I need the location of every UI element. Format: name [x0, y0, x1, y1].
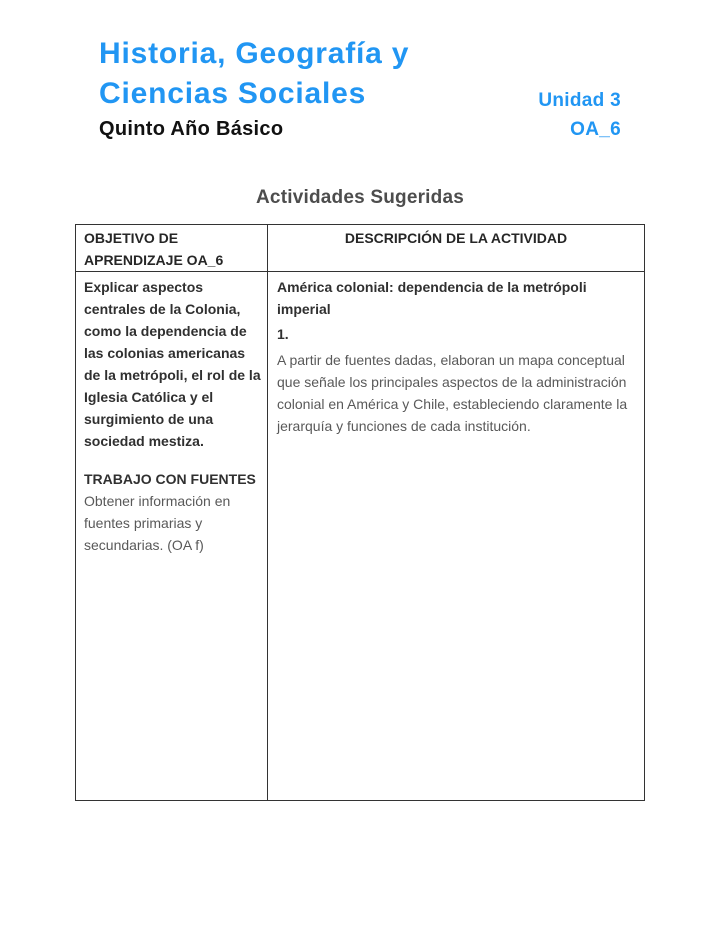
activity-number: 1. [277, 326, 289, 342]
unit-label: Unidad 3 [538, 90, 621, 111]
description-cell [268, 272, 645, 801]
header-row-title [99, 34, 621, 114]
objective-text: Explicar aspectos centrales de la Colonia, como la dependencia de las colonias americanas de la metrópoli, el rol de la Iglesia Católica y el surgimiento de una sociedad mestiza. [84, 279, 261, 449]
description-column-header: DESCRIPCIÓN DE LA ACTIVIDAD [268, 225, 645, 272]
sources-text: Obtener información en fuentes primarias y secundarias. (OA f) [84, 493, 231, 553]
sources-block [84, 468, 260, 556]
activity-title: América colonial: dependencia de la metrópoli imperial [277, 279, 587, 317]
table-header-row [76, 225, 645, 272]
oa-code: OA_6 [570, 119, 621, 140]
section-title: Actividades Sugeridas [256, 187, 464, 208]
header-row-grade [99, 116, 621, 143]
objective-column-header: OBJETIVO DE APRENDIZAJE OA_6 [76, 225, 268, 272]
grade-level: Quinto Año Básico [99, 118, 284, 140]
activity-description: A partir de fuentes dadas, elaboran un mapa conceptual que señale los principales aspectos de la administración colonial en América y Chile, estableciendo claramente la jerarquía y funciones de cada institución. [277, 352, 628, 434]
course-title: Historia, Geografía y Ciencias Sociales [99, 37, 410, 110]
table-body-row [76, 272, 645, 801]
document-header [0, 0, 720, 143]
objective-cell [76, 272, 268, 801]
activities-table [75, 224, 645, 801]
sources-heading: TRABAJO CON FUENTES [84, 471, 256, 487]
